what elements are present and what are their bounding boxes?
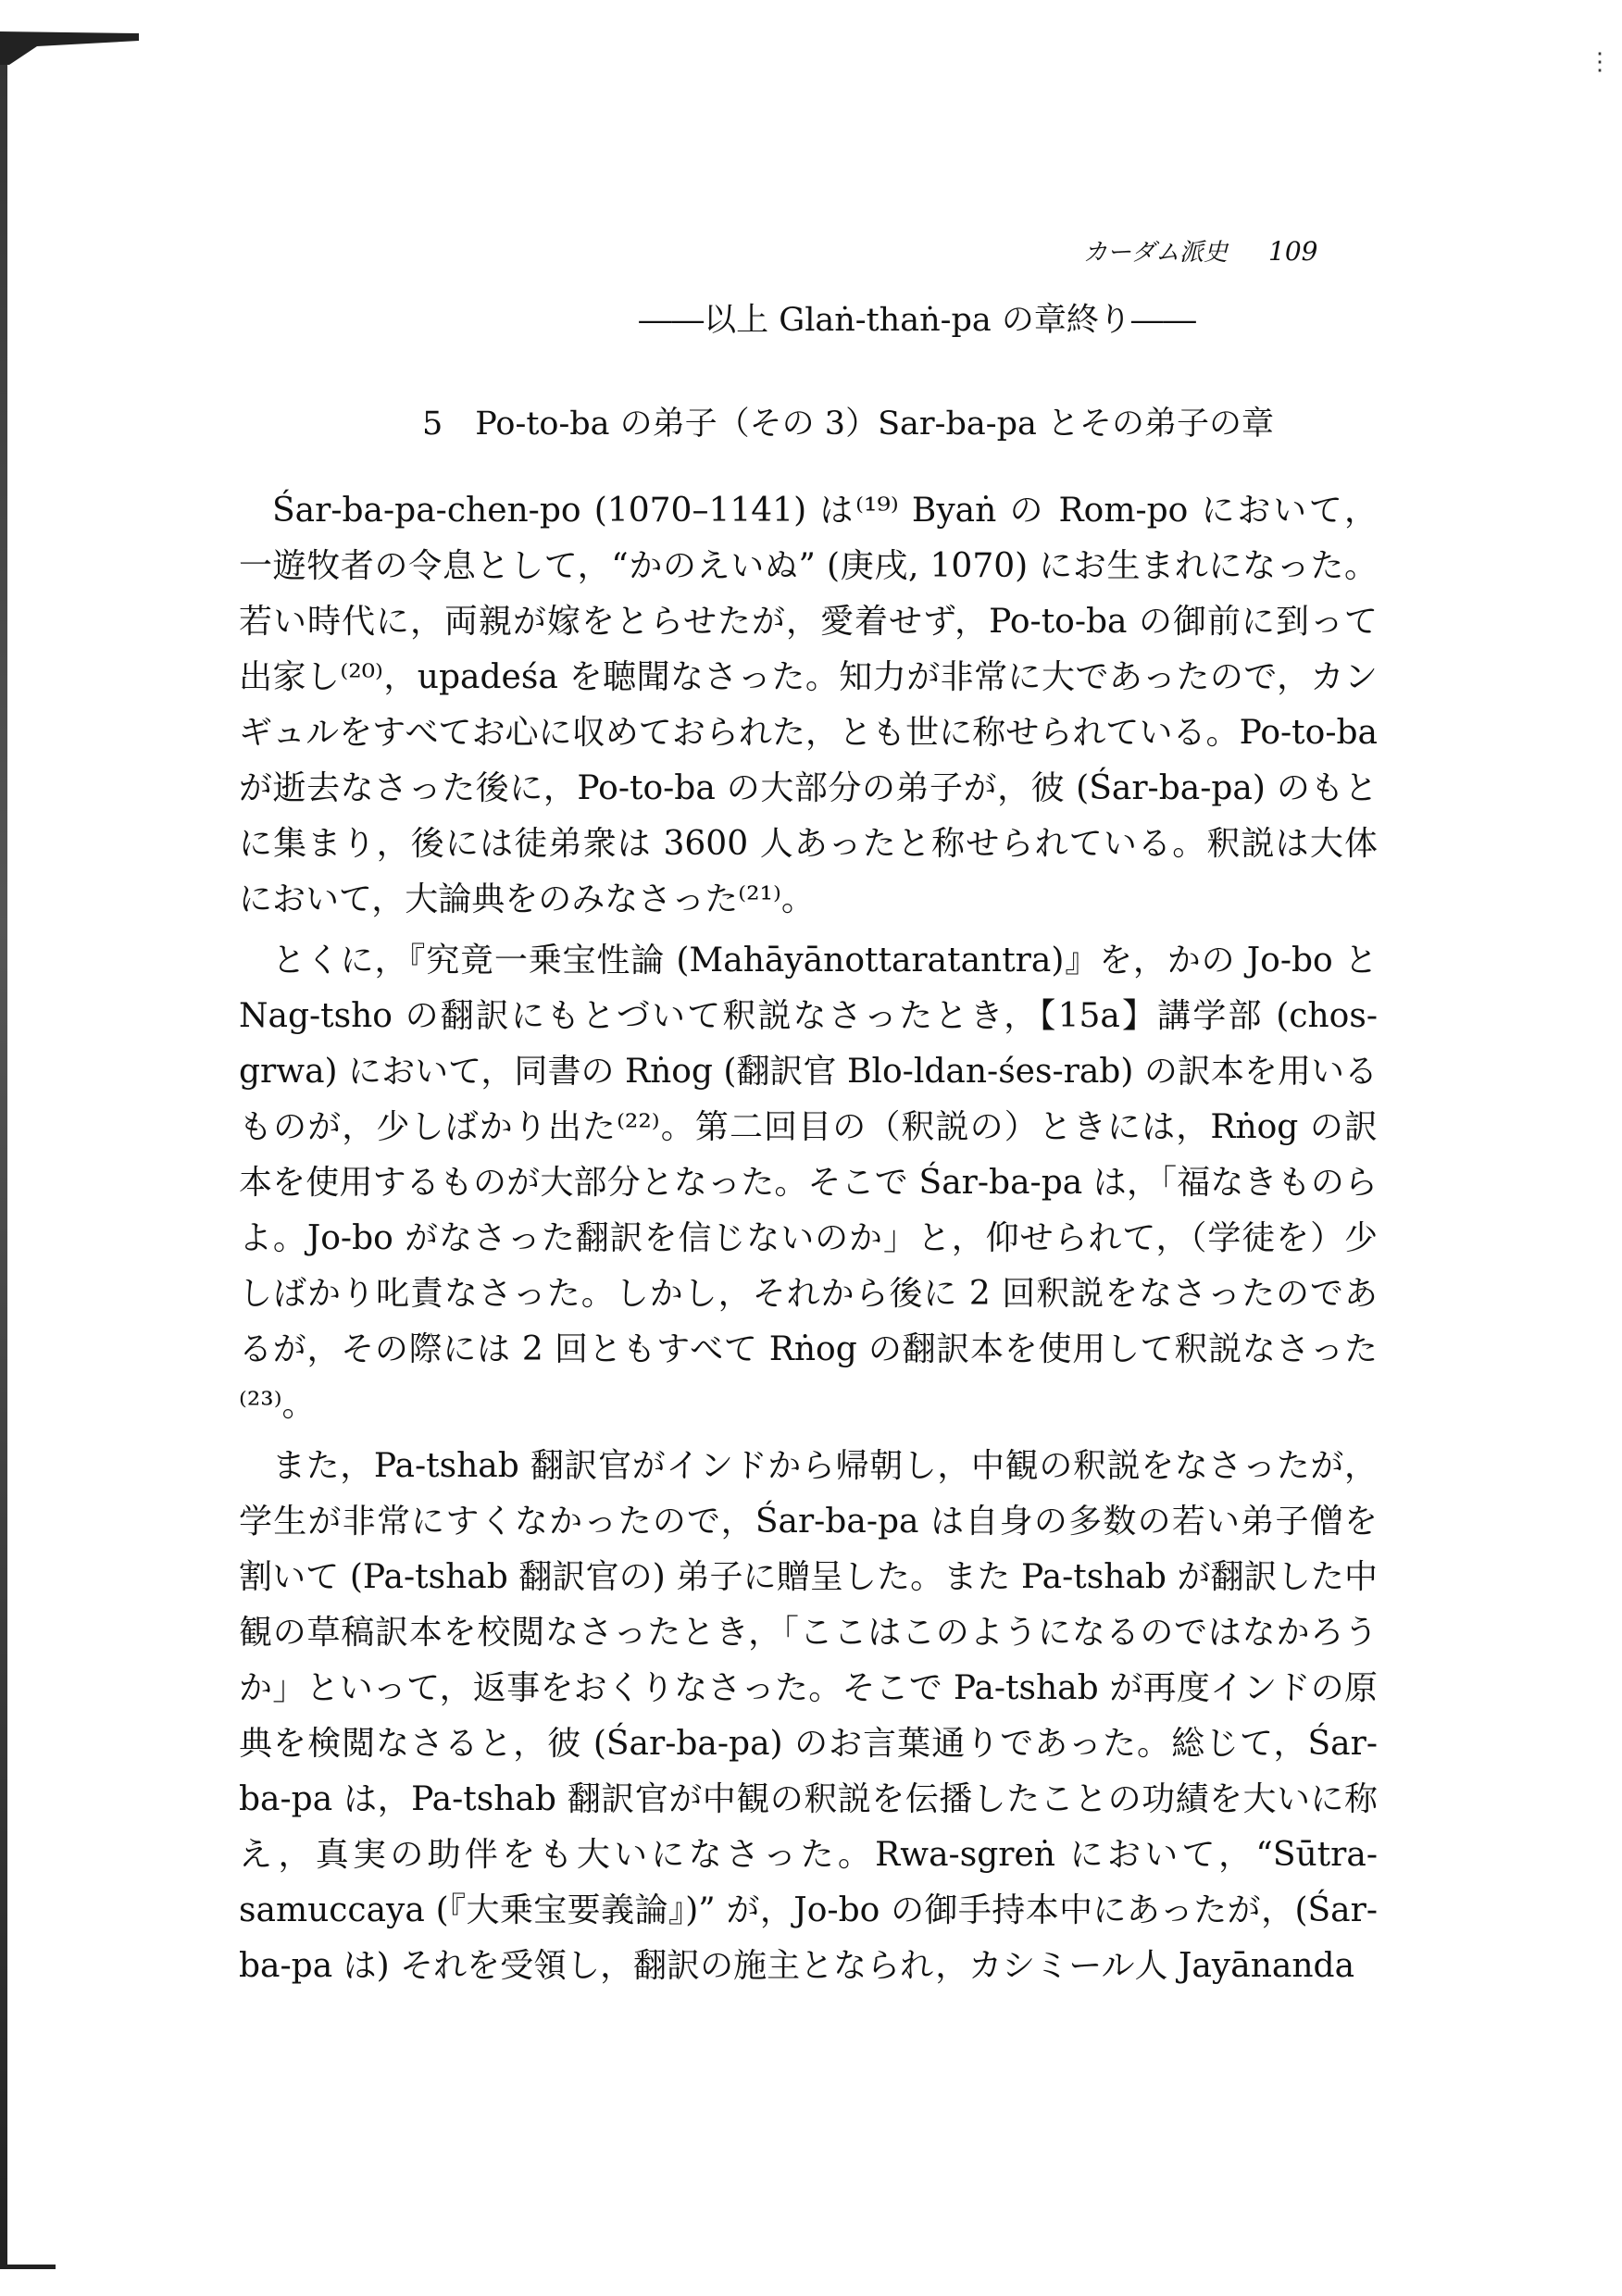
running-head-title: カーダム派史 [1083, 239, 1229, 267]
binding-edge [0, 35, 7, 2266]
page-number: 109 [1268, 236, 1318, 267]
paragraph: また，Pa-tshab 翻訳官がインドから帰朝し，中観の釈説をなさったが，学生が非常にすくなかったので，Śar-ba-pa は自身の多数の若い弟子僧を割いて (Pa-tshab 翻訳官の) 弟子に贈呈した。また Pa-tshab が翻訳した中観の草稿訳本を校閲なさったとき，「ここはこのようになるのではなかろうか」といって，返事をおくりなさった。そこで Pa-tshab が再度インドの原典を検閲なさると，彼 (Śar-ba-pa) のお言葉通りであった。総じて，Śar-ba-pa は，Pa-tshab 翻訳官が中観の釈説を伝播したことの功績を大いに称え，真実の助伴をも大いになさった。Rwa-sgreṅ において，“Sūtra-samuccaya (『大乗宝要義論』)” が，Jo-bo の御手持本中にあったが，(Śar-ba-pa は) それを受領し，翻訳の施主となられ，カシミール人 Jayānanda [239, 1447, 1378, 1985]
binding-edge-bottom [0, 2265, 56, 2269]
paragraph: とくに，『究竟一乗宝性論 (Mahāyānottaratantra)』を，かの Jo-bo と Nag-tsho の翻訳にもとづいて釈説なさったとき，【15a】講学部 (chos-grwa) において，同書の Rṅog (翻訳官 Blo-ldan-śes-rab) の訳本を用いるものが，少しばかり出た⁽²²⁾。第二回目の（釈説の）ときには，Rṅog の訳本を使用するものが大部分となった。そこで Śar-ba-pa は，「福なきものらよ。Jo-bo がなさった翻訳を信じないのか」と，仰せられて，（学徒を）少しばかり叱責なさった。しかし，それから後に 2 回釈説をなさったのであるが，その際には 2 回ともすべて Rṅog の翻訳本を使用して釈説なさった⁽²³⁾。 [239, 942, 1378, 1424]
section-end-line: ――以上 Glaṅ-thaṅ-pa の章終り―― [639, 302, 1196, 339]
paragraph: Śar-ba-pa-chen-po (1070–1141) は⁽¹⁹⁾ Byaṅ の Rom-po において，一遊牧者の令息として，“かのえいぬ” (庚戌, 1070) にお生まれになった。若い時代に，両親が嫁をとらせたが，愛着せず，Po-to-ba の御前に到って出家し⁽²⁰⁾，upadeśa を聴聞なさった。知力が非常に大であったので，カンギュルをすべてお心に収めておられた，とも世に称せられている。Po-to-ba が逝去なさった後に，Po-to-ba の大部分の弟子が，彼 (Śar-ba-pa) のもとに集まり，後には徒弟衆は 3600 人あったと称せられている。釈説は大体において，大論典をのみなさった⁽²¹⁾。 [239, 492, 1378, 918]
margin-mark: ⋮ [1588, 48, 1612, 76]
chapter-title: 5 Po-to-ba の弟子（その 3）Sar-ba-pa とその弟子の章 [422, 406, 1274, 443]
body-text [239, 483, 1378, 1994]
corner-mark [0, 28, 139, 65]
running-head [1083, 233, 1317, 268]
